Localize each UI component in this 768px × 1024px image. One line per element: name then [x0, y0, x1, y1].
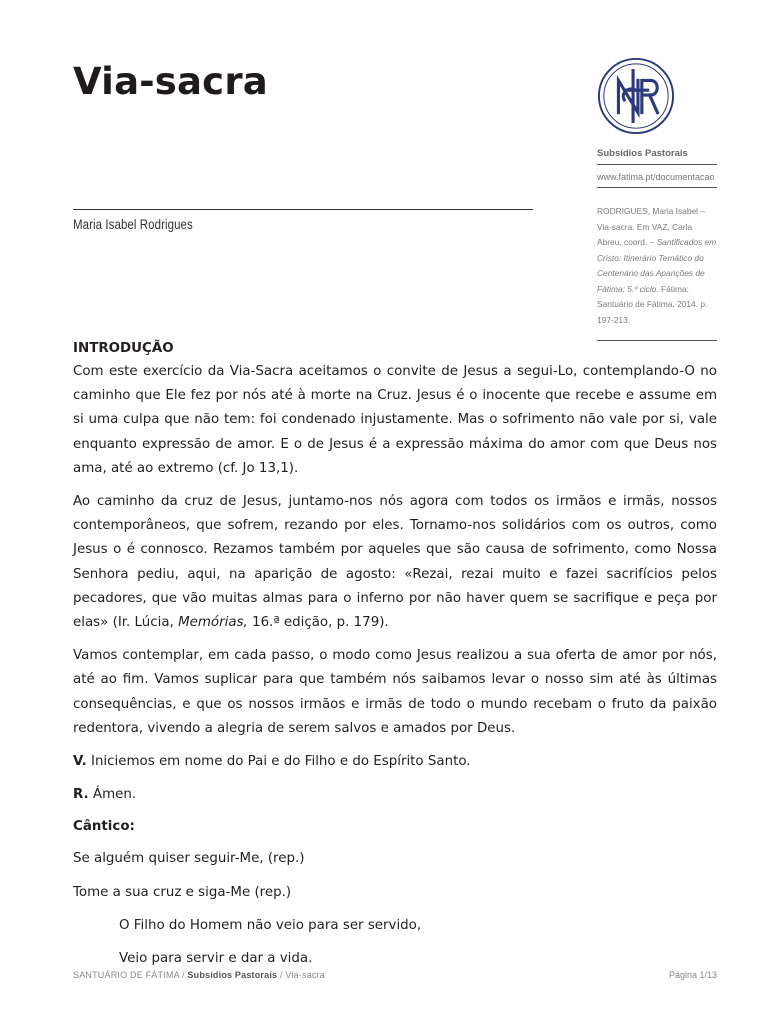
hymn-label: Cântico:: [73, 819, 135, 835]
footer-series: Subsídios Pastorais: [187, 970, 278, 980]
footer-breadcrumb: [73, 970, 325, 980]
response-text: Ámen.: [92, 787, 137, 803]
section-heading: INTRODUÇÃO: [73, 341, 174, 356]
versicle-text: Iniciemos em nome do Pai e do Filho e do Espírito Santo.: [91, 754, 471, 770]
sidebar-series: Subsídios Pastorais: [597, 148, 717, 165]
hymn-line: O Filho do Homem não veio para ser servido,: [119, 917, 422, 933]
main-content: [73, 338, 717, 980]
versicle: [73, 750, 717, 774]
response-label: R.: [73, 787, 89, 803]
paragraph-text: Ao caminho da cruz de Jesus, juntamo-nos nós agora com todos os irmãos e irmãs, nossos contemporâneos, que sofrem, rezando por eles. Tornamo-nos solidários com os outros, como Jesus o é connosco. Rezamos também por aqueles que são causa de sofrimento, como Nossa Senhora pediu, aqui, na aparição de agosto: «Rezai, rezai muito e fazei sacrifícios pelos pecadores, que vão muitas almas para o inferno por não haver quem se sacrifique e peça por elas» (Ir. Lúcia,: [73, 494, 717, 631]
footer-doc: / Via-sacra: [277, 970, 326, 980]
author-divider: [73, 209, 533, 210]
hymn-line: Tome a sua cruz e siga-Me (rep.): [73, 884, 292, 900]
reference-italic: Santificados em Cristo: Itinerário Temático do Centenário das Aparições de Fátima: 5.º ciclo.: [597, 237, 717, 294]
footer-site: SANTUÁRIO DE FÁTIMA /: [73, 970, 188, 980]
paragraph: Com este exercício da Via-Sacra aceitamos o convite de Jesus a segui-Lo, contemplando-O no caminho que Ele fez por nós até à morte na Cruz. Jesus é o inocente que recebe e assume em si uma culpa que não tem: foi condenado injustamente. Mas o sofrimento não vale por si, vale enquanto expressão de amor. E o de Jesus é a expressão máxima do amor com que Deus nos ama, até ao extremo (cf. Jo 13,1).: [73, 364, 717, 476]
versicle-label: V.: [73, 754, 87, 770]
author-name: Maria Isabel Rodrigues: [73, 216, 193, 232]
reference-text: RODRIGUES, Maria Isabel – Via-sacra. Em VAZ, Carla Abreu, coord. –: [597, 206, 705, 247]
paragraph: [73, 490, 717, 635]
reference-publisher: Fátima: Santuário de Fátima, 2014. p. 197-213.: [597, 283, 708, 325]
response: [73, 783, 717, 807]
sanctuary-logo-icon: [597, 57, 675, 135]
sidebar-url[interactable]: www.fatima.pt/documentacao: [597, 172, 717, 188]
paragraph-italic: Memórias,: [178, 615, 248, 631]
document-title: Via-sacra: [73, 60, 268, 103]
hymn-line: Veio para servir e dar a vida.: [119, 951, 313, 967]
hymn-line: Se alguém quiser seguir-Me, (rep.): [73, 851, 305, 867]
paragraph-text: 16.ª edição, p. 179).: [252, 615, 389, 631]
paragraph: Vamos contemplar, em cada passo, o modo como Jesus realizou a sua oferta de amor por nós, até ao fim. Vamos suplicar para que também nós saibamos levar o nosso sim até às últimas consequências, e que os nossos irmãos e irmãs de todo o mundo recebam o fruto da paixão redentora, vivendo a alegria de serem salvos e amados por Deus.: [73, 648, 717, 736]
sidebar-reference: [597, 204, 717, 341]
page-number: Página 1/13: [668, 970, 717, 980]
